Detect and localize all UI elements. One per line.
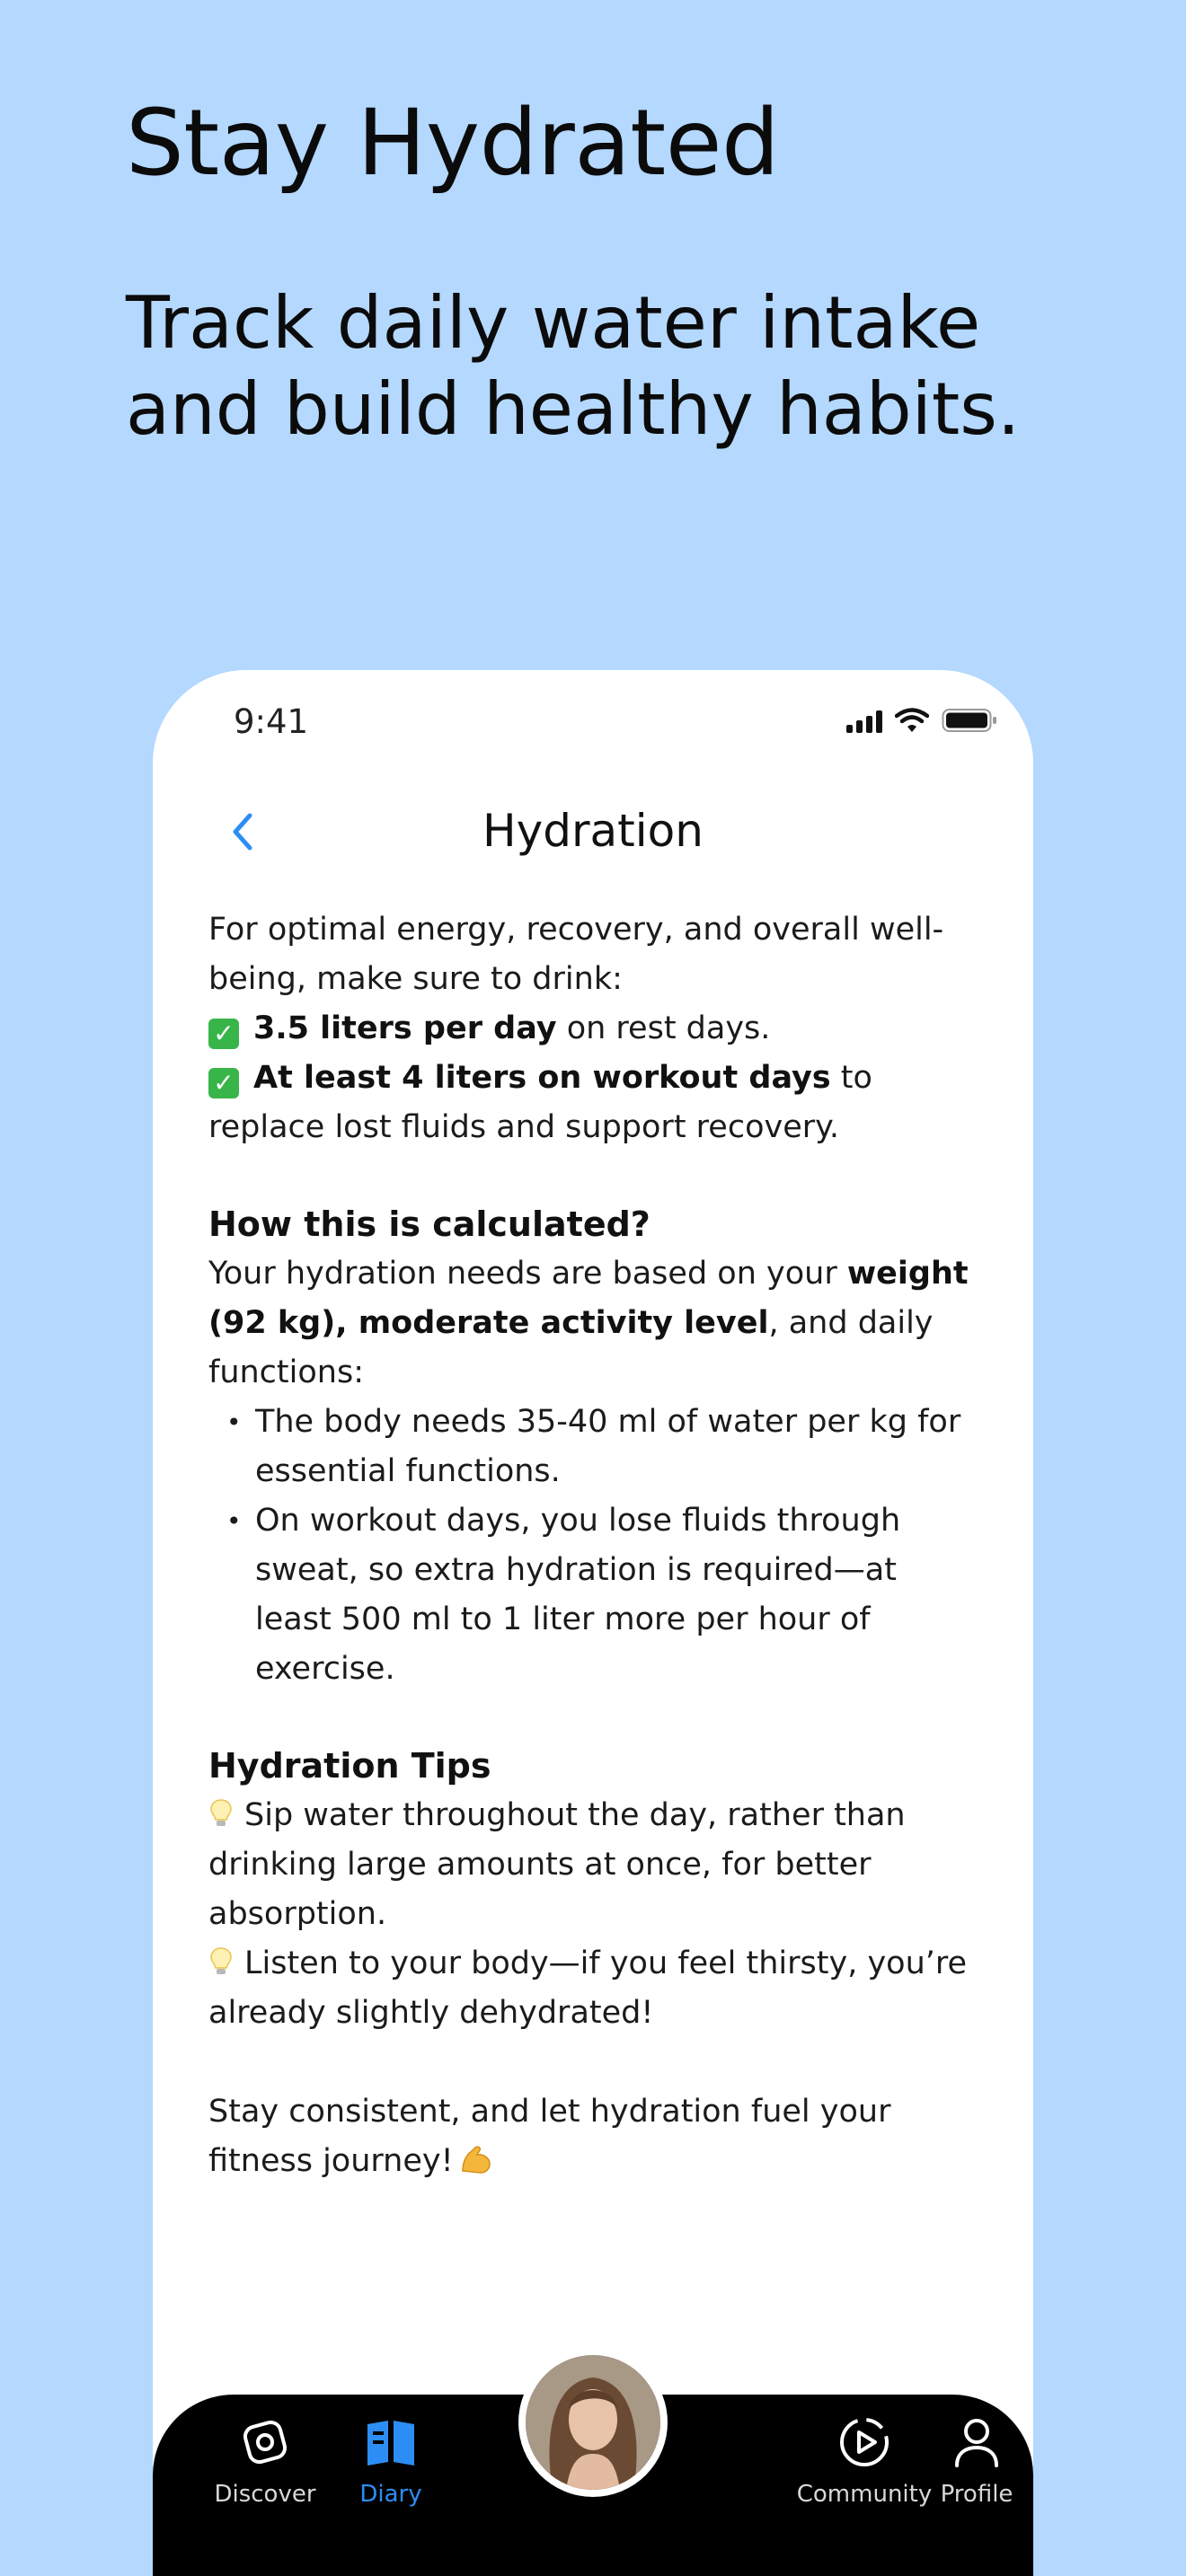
intro-item-bold: 3.5 liters per day	[253, 1010, 557, 1046]
hero-title: Stay Hydrated	[126, 90, 780, 197]
intro-item-rest: on rest days.	[556, 1010, 771, 1046]
intro-item	[208, 1004, 981, 1054]
intro-item-bold: At least 4 liters on workout days	[253, 1060, 831, 1096]
check-icon: ✓	[208, 1068, 239, 1098]
intro-item	[208, 1054, 981, 1152]
compass-icon	[238, 2415, 292, 2469]
tip-item	[208, 1791, 981, 1939]
calc-title: How this is calculated?	[208, 1204, 651, 1244]
tab-label: Profile	[940, 2481, 1013, 2508]
list-item: • The body needs 35-40 ml of water per kg for essential functions.	[208, 1398, 981, 1496]
intro-item-rest: to replace lost fluids and support recovery.	[208, 1060, 872, 1145]
calc-lead	[208, 1249, 981, 1398]
wifi-icon	[895, 708, 929, 733]
tip-item	[208, 1939, 981, 2038]
tip-text: Listen to your body—if you feel thirsty, you’re already slightly dehydrated!	[208, 1945, 968, 2031]
book-icon	[364, 2417, 418, 2467]
page-title: Hydration	[482, 805, 704, 857]
intro-text: For optimal energy, recovery, and overall well-being, make sure to drink:	[208, 912, 944, 997]
lightbulb-icon	[208, 1798, 234, 1829]
person-icon	[951, 2415, 1002, 2469]
closing-text	[208, 2087, 981, 2186]
phone-screen	[153, 670, 1033, 2576]
list-item: • On workout days, you lose fluids through sweat, so extra hydration is required—at least 500 ml to 1 liter more per hour of exercise.	[208, 1496, 981, 1694]
tips-title: Hydration Tips	[208, 1746, 491, 1786]
closing-line: Stay consistent, and let hydration fuel your fitness journey!	[208, 2094, 891, 2179]
tip-text: Sip water throughout the day, rather than drinking large amounts at once, for better absorption.	[208, 1797, 906, 1932]
tab-discover[interactable]	[193, 2413, 337, 2520]
calc-lead-text: Your hydration needs are based on your	[208, 1256, 847, 1292]
check-icon: ✓	[208, 1019, 239, 1049]
hero-subtitle: Track daily water intake and build healthy habits.	[126, 281, 1021, 451]
calc-lead-text: , and daily functions:	[208, 1305, 934, 1390]
flexed-biceps-icon	[459, 2144, 493, 2176]
status-time: 9:41	[234, 702, 309, 741]
lightbulb-icon	[208, 1946, 234, 1977]
tab-label: Community	[796, 2481, 933, 2508]
tab-community[interactable]	[792, 2413, 936, 2520]
nav-header	[153, 778, 1033, 922]
avatar-button[interactable]	[518, 2348, 668, 2497]
avatar	[526, 2355, 660, 2490]
battery-icon	[942, 708, 997, 733]
status-bar	[153, 670, 1033, 778]
play-circle-icon	[836, 2413, 893, 2471]
tab-label: Diary	[359, 2481, 422, 2508]
tab-diary[interactable]	[319, 2413, 463, 2520]
calc-bullets	[208, 1398, 981, 1694]
signal-icon	[846, 710, 882, 733]
status-icons	[846, 706, 997, 733]
tab-label: Discover	[214, 2481, 316, 2508]
calc-lead-bold: weight (92 kg), moderate activity level	[208, 1256, 969, 1341]
article-content	[208, 905, 981, 2186]
tab-profile[interactable]	[927, 2413, 1026, 2520]
